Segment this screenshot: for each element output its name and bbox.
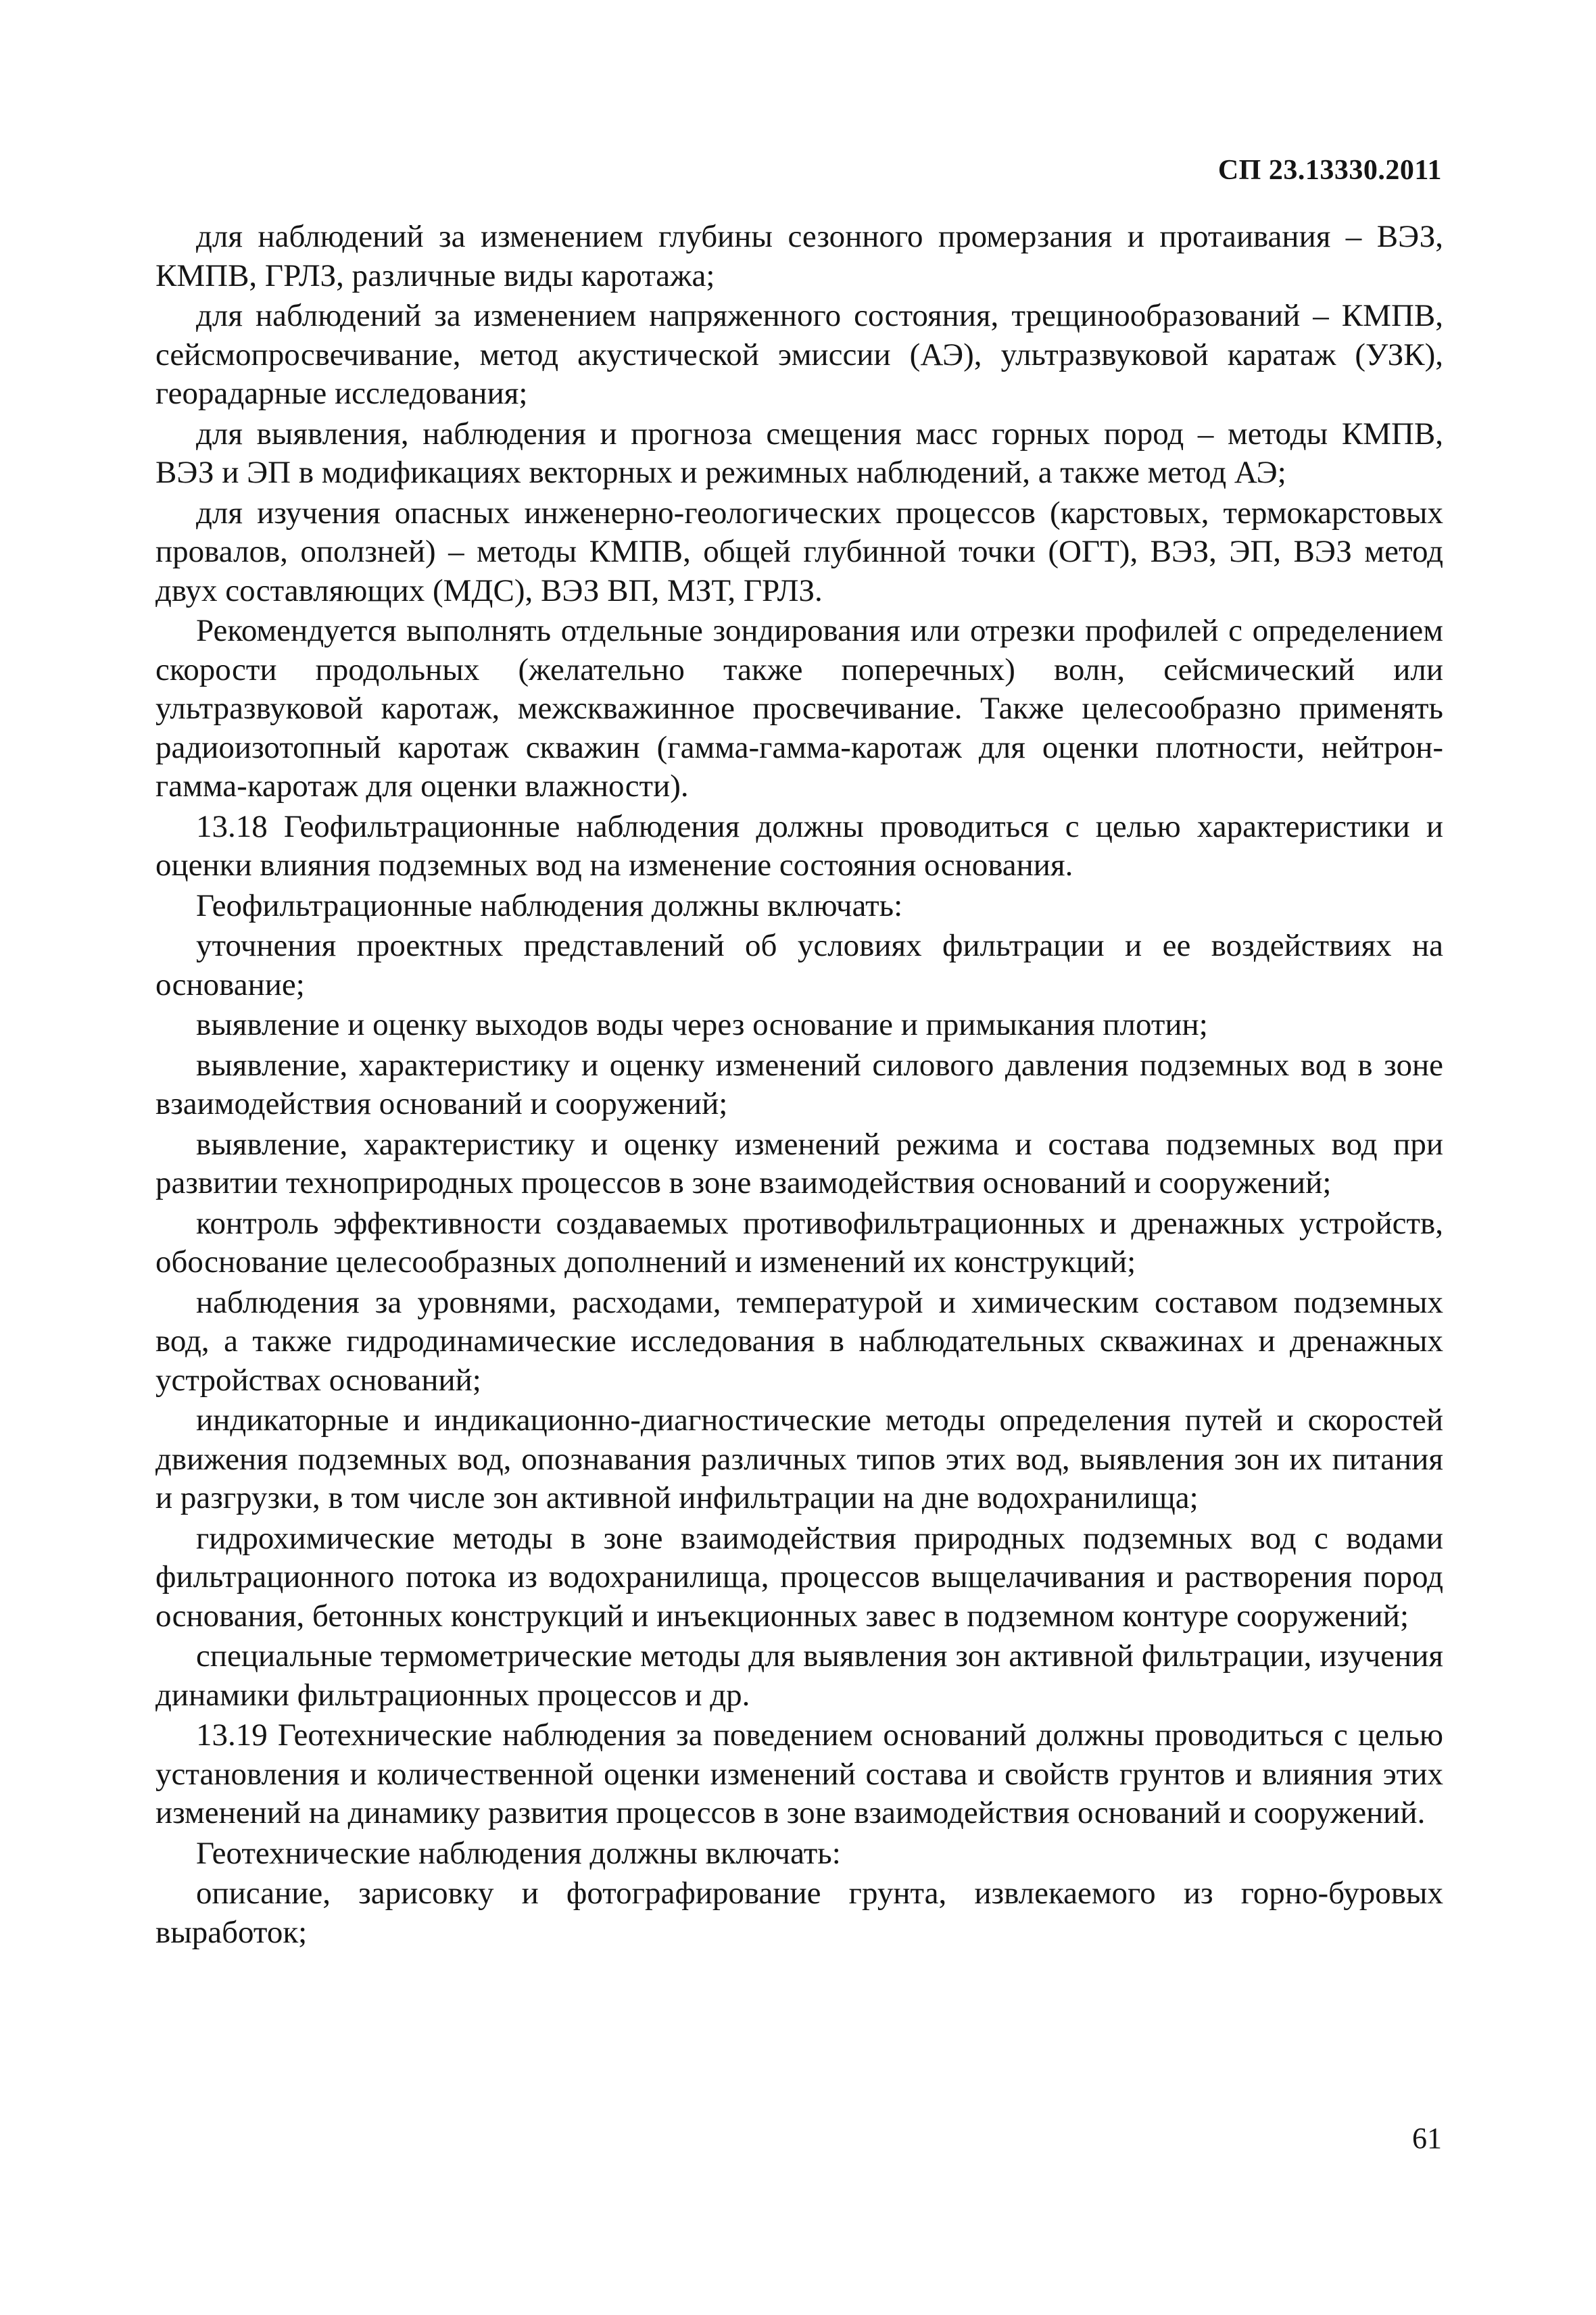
- paragraph: Геотехнические наблюдения должны включать:: [196, 1835, 841, 1871]
- paragraph: уточнения проектных представлений об условиях фильтрации и ее воздействиях на основание;: [155, 928, 1443, 1002]
- paragraph: выявление и оценку выходов воды через основание и примыкания плотин;: [196, 1007, 1208, 1042]
- paragraph: описание, зарисовку и фотографирование грунта, извлекаемого из горно-буровых выработок;: [155, 1876, 1443, 1950]
- paragraph: наблюдения за уровнями, расходами, температурой и химическим составом подземных вод, а также гидродинамические исследования в наблюдательных скважинах и дренажных устройствах оснований;: [155, 1284, 1443, 1398]
- paragraph: для наблюдений за изменением глубины сезонного промерзания и протаивания – ВЭЗ, КМПВ, ГРЛЗ, различные виды каротажа;: [155, 219, 1443, 293]
- document-code: СП 23.13330.2011: [1217, 155, 1442, 186]
- paragraph: индикаторные и индикационно-диагностические методы определения путей и скоростей движения подземных вод, опознавания различных типов этих вод, выявления зон их питания и разгрузки, в том числе зон активной инфильтрации на дне водохранилища;: [155, 1403, 1443, 1515]
- paragraph: 13.19 Геотехнические наблюдения за поведением оснований должны проводиться с целью установления и количественной оценки изменений состава и свойств грунтов и влияния этих изменений на динамику развития процессов в зоне взаимодействия оснований и сооружений.: [155, 1717, 1443, 1830]
- paragraph: контроль эффективности создаваемых противофильтрационных и дренажных устройств, обоснование целесообразных дополнений и изменений их конструкций;: [155, 1205, 1443, 1280]
- paragraph: специальные термометрические методы для выявления зон активной фильтрации, изучения динамики фильтрационных процессов и др.: [155, 1638, 1443, 1713]
- document-body: [155, 218, 1443, 1953]
- paragraph: выявление, характеристику и оценку изменений силового давления подземных вод в зоне взаимодействия оснований и сооружений;: [155, 1047, 1443, 1121]
- paragraph: выявление, характеристику и оценку изменений режима и состава подземных вод при развитии технoприродных процессов в зоне взаимодействия оснований и сооружений;: [155, 1126, 1443, 1200]
- paragraph: для выявления, наблюдения и прогноза смещения масс горных пород – методы КМПВ, ВЭЗ и ЭП в модификациях векторных и режимных наблюдений, а также метод АЭ;: [155, 416, 1443, 490]
- paragraph: для изучения опасных инженерно-геологических процессов (карстовых, термокарстовых провалов, оползней) – методы КМПВ, общей глубинной точки (ОГТ), ВЭЗ, ЭП, ВЭЗ метод двух составляющих (МДС), ВЭЗ ВП, МЗТ, ГРЛЗ.: [155, 495, 1443, 608]
- paragraph: Рекомендуется выполнять отдельные зондирования или отрезки профилей с определением скорости продольных (желательно также поперечных) волн, сейсмический или ультразвуковой каротаж, межскважинное просвечивание. Также целесообразно применять радиоизотопный каротаж скважин (гамма-гамма-каротаж для оценки плотности, нейтрон-гамма-каротаж для оценки влажности).: [155, 613, 1443, 804]
- paragraph: 13.18 Геофильтрационные наблюдения должны проводиться с целью характеристики и оценки влияния подземных вод на изменение состояния основания.: [155, 808, 1443, 883]
- paragraph: гидрохимические методы в зоне взаимодействия природных подземных вод с водами фильтрационного потока из водохранилища, процессов выщелачивания и растворения пород основания, бетонных конструкций и инъекционных завес в подземном контуре сооружений;: [155, 1520, 1443, 1634]
- paragraph: для наблюдений за изменением напряженного состояния, трещинообразований – КМПВ, сейсмопросвечивание, метод акустической эмиссии (АЭ), ультразвуковой каратаж (УЗК), георадарные исследования;: [155, 298, 1443, 411]
- paragraph: Геофильтрационные наблюдения должны включать:: [196, 887, 903, 923]
- page-number: 61: [1412, 2122, 1442, 2155]
